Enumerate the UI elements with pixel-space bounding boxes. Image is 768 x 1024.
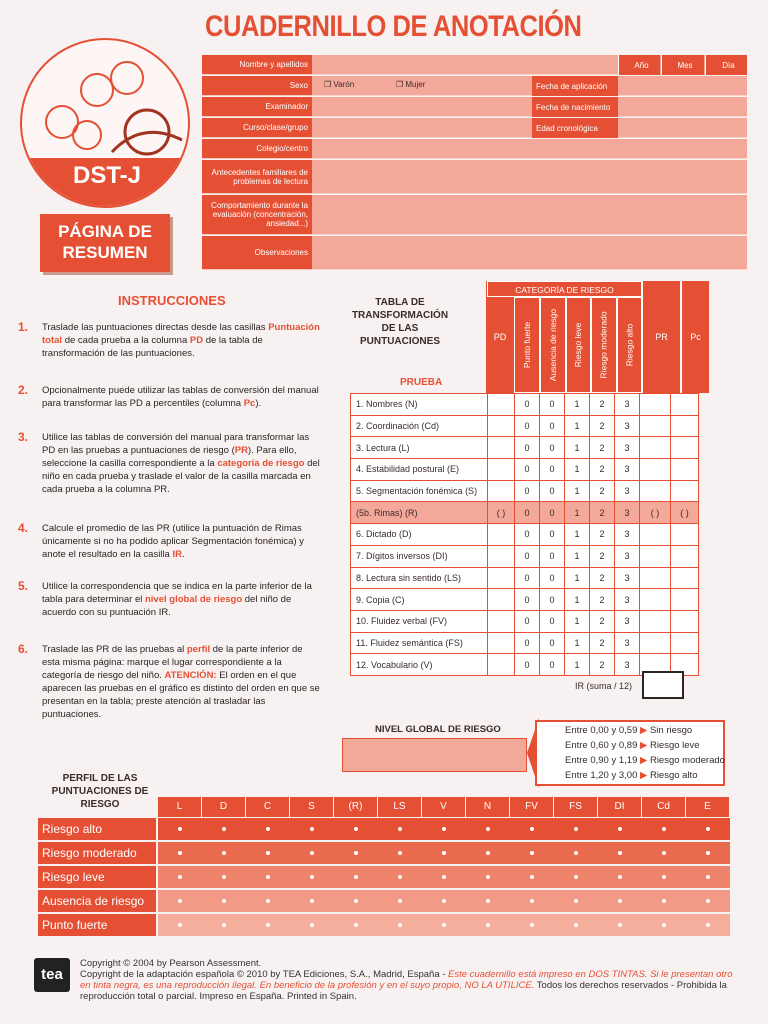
pc-cell[interactable] <box>671 459 699 481</box>
perfil-dot[interactable] <box>574 827 578 831</box>
perfil-dot[interactable] <box>222 899 226 903</box>
transformation-table <box>350 393 699 676</box>
pc-cell[interactable] <box>671 610 699 632</box>
table-row <box>351 459 699 481</box>
prueba-label: PRUEBA <box>400 377 443 388</box>
test-name: 5. Segmentación fonémica (S) <box>351 480 488 502</box>
perfil-dot[interactable] <box>266 899 270 903</box>
risk-cell[interactable]: 0 <box>540 415 565 437</box>
perfil-col-header: (R) <box>334 797 377 817</box>
perfil-dot[interactable] <box>354 875 358 879</box>
risk-cell[interactable]: 3 <box>615 545 640 567</box>
pd-cell[interactable] <box>488 480 515 502</box>
test-name: 2. Coordinación (Cd) <box>351 415 488 437</box>
risk-cell[interactable]: 2 <box>590 459 615 481</box>
risk-cell[interactable]: 0 <box>515 502 540 524</box>
perfil-col-header: L <box>158 797 201 817</box>
risk-cell[interactable]: 0 <box>540 437 565 459</box>
label-anio: Año <box>618 55 660 75</box>
test-name: 10. Fluidez verbal (FV) <box>351 610 488 632</box>
perfil-dot[interactable] <box>662 899 666 903</box>
pc-header: Pc <box>681 281 709 393</box>
perfil-dot[interactable] <box>486 851 490 855</box>
resumen-line2: RESUMEN <box>62 243 148 262</box>
input-curso[interactable] <box>312 118 532 138</box>
risk-cell[interactable]: 3 <box>615 632 640 654</box>
input-fecha-aplicacion[interactable] <box>618 76 747 96</box>
perfil-dot[interactable] <box>706 899 710 903</box>
perfil-col-header: FV <box>510 797 553 817</box>
table-row <box>351 502 699 524</box>
perfil-dot[interactable] <box>178 923 182 927</box>
risk-cell[interactable]: 2 <box>590 589 615 611</box>
nivel-input[interactable] <box>342 738 527 772</box>
risk-cell[interactable]: 0 <box>540 524 565 546</box>
risk-cell[interactable]: 1 <box>565 610 590 632</box>
perfil-label: PERFIL DE LAS PUNTUACIONES DE RIESGO <box>51 773 149 810</box>
perfil-dot[interactable] <box>398 851 402 855</box>
risk-cell[interactable]: 0 <box>540 610 565 632</box>
risk-cell[interactable]: 0 <box>515 459 540 481</box>
pc-cell[interactable] <box>671 632 699 654</box>
perfil-dot[interactable] <box>530 827 534 831</box>
perfil-col-header: C <box>246 797 289 817</box>
risk-cell[interactable]: 1 <box>565 459 590 481</box>
risk-cell[interactable]: 0 <box>515 654 540 676</box>
cat-header-leve: Riesgo leve <box>566 297 591 393</box>
input-antecedentes[interactable] <box>312 160 747 194</box>
perfil-dot[interactable] <box>486 899 490 903</box>
perfil-dot[interactable] <box>706 923 710 927</box>
risk-cell[interactable]: 0 <box>515 632 540 654</box>
risk-cell[interactable]: 1 <box>565 654 590 676</box>
checkbox-varon[interactable]: ❒ Varón <box>324 80 355 89</box>
resumen-badge <box>40 214 170 272</box>
footer <box>80 958 740 1002</box>
perfil-dot[interactable] <box>706 875 710 879</box>
risk-cell[interactable]: 3 <box>615 480 640 502</box>
risk-cell[interactable]: 3 <box>615 524 640 546</box>
perfil-dot[interactable] <box>310 827 314 831</box>
pc-cell[interactable] <box>671 589 699 611</box>
perfil-dot[interactable] <box>310 851 314 855</box>
checkbox-mujer[interactable]: ❒ Mujer <box>396 80 426 89</box>
perfil-dot[interactable] <box>354 827 358 831</box>
perfil-dot[interactable] <box>266 875 270 879</box>
risk-cell[interactable]: 3 <box>615 437 640 459</box>
instructions-title: INSTRUCCIONES <box>118 293 226 308</box>
perfil-dot[interactable] <box>354 923 358 927</box>
test-name: 4. Estabilidad postural (E) <box>351 459 488 481</box>
pr-cell[interactable] <box>640 394 671 416</box>
pr-cell[interactable] <box>640 545 671 567</box>
categoria-header: CATEGORÍA DE RIESGO <box>487 281 642 297</box>
perfil-dot[interactable] <box>266 851 270 855</box>
input-comportamiento[interactable] <box>312 195 747 235</box>
pd-cell[interactable] <box>488 524 515 546</box>
input-observaciones[interactable] <box>312 236 747 270</box>
risk-cell[interactable]: 2 <box>590 415 615 437</box>
perfil-dot[interactable] <box>618 923 622 927</box>
risk-cell[interactable]: 3 <box>615 394 640 416</box>
pr-cell[interactable] <box>640 459 671 481</box>
nivel-legend <box>535 720 725 786</box>
perfil-dot[interactable] <box>574 851 578 855</box>
perfil-dot[interactable] <box>178 899 182 903</box>
test-name: 1. Nombres (N) <box>351 394 488 416</box>
pd-cell[interactable] <box>488 459 515 481</box>
pd-cell[interactable] <box>488 589 515 611</box>
table-row <box>351 480 699 502</box>
pr-cell[interactable] <box>640 632 671 654</box>
label-comportamiento: Comportamiento durante la evaluación (concentración, ansiedad...) <box>202 195 312 235</box>
pc-cell[interactable] <box>671 415 699 437</box>
test-name: (5b. Rimas) (R) <box>351 502 488 524</box>
pr-cell[interactable] <box>640 610 671 632</box>
input-examinador[interactable] <box>312 97 532 117</box>
risk-cell[interactable]: 1 <box>565 524 590 546</box>
perfil-dot[interactable] <box>222 851 226 855</box>
pr-header: PR <box>642 281 680 393</box>
perfil-dot[interactable] <box>442 851 446 855</box>
label-fecha-nacimiento: Fecha de nacimiento <box>532 97 618 117</box>
risk-cell[interactable]: 0 <box>540 459 565 481</box>
risk-cell[interactable]: 0 <box>515 394 540 416</box>
perfil-dot[interactable] <box>222 875 226 879</box>
table-title: TABLA DE TRANSFORMACIÓN DE LAS PUNTUACIONES <box>351 297 449 347</box>
perfil-dot[interactable] <box>442 827 446 831</box>
input-nombre[interactable] <box>312 55 619 75</box>
perfil-dot[interactable] <box>618 851 622 855</box>
risk-cell[interactable]: 2 <box>590 567 615 589</box>
risk-cell[interactable]: 1 <box>565 437 590 459</box>
pc-cell[interactable] <box>671 480 699 502</box>
pd-cell[interactable] <box>488 394 515 416</box>
instruction-6: 6. Traslade las PR de las pruebas al perfil de la parte inferior de esta misma página: marque el lugar correspondiente a la categoría de riesgo del niño. ATENCIÓN: El orden en el que aparecen las pruebas en el gráfico es distinto del orden en que se presentan en la tabla; preste atención al trasladar las puntuaciones. <box>18 642 320 720</box>
perfil-dot[interactable] <box>662 875 666 879</box>
label-curso: Curso/clase/grupo <box>202 118 312 138</box>
pd-cell[interactable]: ( ) <box>488 502 515 524</box>
cat-header-punto-fuerte: Punto fuerte <box>514 297 540 393</box>
table-row <box>351 610 699 632</box>
perfil-dot[interactable] <box>486 875 490 879</box>
instruction-1: 1. Traslade las puntuaciones directas desde las casillas Puntuación total de cada prueba a la columna PD de la tabla de transformación de las puntuaciones. <box>18 320 320 359</box>
risk-cell[interactable]: 2 <box>590 610 615 632</box>
test-name: 8. Lectura sin sentido (LS) <box>351 567 488 589</box>
perfil-dot[interactable] <box>574 875 578 879</box>
perfil-dot[interactable] <box>662 851 666 855</box>
instruction-4: 4. Calcule el promedio de las PR (utilice la puntuación de Rimas únicamente si no ha podido aplicar Segmentación fonémica) y anote el resultado en la casilla IR. <box>18 521 304 560</box>
perfil-dot[interactable] <box>662 827 666 831</box>
perfil-dot[interactable] <box>530 851 534 855</box>
perfil-dot[interactable] <box>398 875 402 879</box>
instruction-2: 2. Opcionalmente puede utilizar las tablas de conversión del manual para transformar las PD a percentiles (columna Pc). <box>18 383 319 409</box>
risk-cell[interactable]: 1 <box>565 567 590 589</box>
risk-cell[interactable]: 2 <box>590 654 615 676</box>
perfil-dot[interactable] <box>442 923 446 927</box>
pr-cell[interactable] <box>640 567 671 589</box>
label-fecha-aplicacion: Fecha de aplicación <box>532 76 618 96</box>
risk-cell[interactable]: 3 <box>615 459 640 481</box>
perfil-dot[interactable] <box>662 923 666 927</box>
perfil-row-label: Riesgo moderado <box>38 842 156 864</box>
table-row <box>351 589 699 611</box>
perfil-dot[interactable] <box>310 923 314 927</box>
test-name: 11. Fluidez semántica (FS) <box>351 632 488 654</box>
nivel-row: Entre 0,00 y 0,59 ▶ Sin riesgo <box>565 725 693 736</box>
perfil-dot[interactable] <box>222 827 226 831</box>
table-row <box>351 415 699 437</box>
risk-cell[interactable]: 0 <box>540 480 565 502</box>
footer-line1: Copyright © 2004 by Pearson Assessment. <box>80 958 262 969</box>
table-row <box>351 545 699 567</box>
perfil-dot[interactable] <box>398 827 402 831</box>
perfil-dot[interactable] <box>178 827 182 831</box>
risk-cell[interactable]: 1 <box>565 545 590 567</box>
perfil-dot[interactable] <box>486 923 490 927</box>
logo-label: DST-J <box>72 162 141 189</box>
pd-cell[interactable] <box>488 437 515 459</box>
perfil-dot[interactable] <box>398 899 402 903</box>
label-dia: Día <box>705 55 747 75</box>
test-name: 7. Dígitos inversos (DI) <box>351 545 488 567</box>
perfil-row <box>158 866 730 888</box>
test-name: 12. Vocabulario (V) <box>351 654 488 676</box>
perfil-dot[interactable] <box>442 875 446 879</box>
test-name: 6. Dictado (D) <box>351 524 488 546</box>
perfil-dot[interactable] <box>442 899 446 903</box>
perfil-col-header: LS <box>378 797 421 817</box>
footer-line2: Copyright de la adaptación española © 2010 by TEA Ediciones, S.A., Madrid, España - Este cuadernillo está impreso en DOS TINTAS. Si le presentan otro en tinta negra, es una reproducción ilegal. En beneficio de la profesión y en el suyo propio, NO LA UTILICE. Todos los derechos reservados - Prohibida la reproducción total o parcial. Impreso en España. Printed in Spain. <box>80 969 733 1002</box>
label-colegio: Colegio/centro <box>202 139 312 159</box>
risk-cell[interactable]: 2 <box>590 632 615 654</box>
perfil-col-header: V <box>422 797 465 817</box>
risk-cell[interactable]: 2 <box>590 524 615 546</box>
risk-cell[interactable]: 0 <box>515 610 540 632</box>
perfil-dot[interactable] <box>706 827 710 831</box>
label-observaciones: Observaciones <box>202 236 312 270</box>
cat-header-alto: Riesgo alto <box>617 297 642 393</box>
test-name: 9. Copia (C) <box>351 589 488 611</box>
instruction-3: 3. Utilice las tablas de conversión del manual para transformar las PD en las pruebas a puntuaciones de riesgo (PR). Para ello, seleccione la casilla correspondiente a la categoría de riesgo del niño en cada prueba y traslade el valor de la casilla marcada en cada prueba a la columna PR. <box>18 430 320 495</box>
risk-cell[interactable]: 0 <box>540 545 565 567</box>
pr-cell[interactable] <box>640 589 671 611</box>
perfil-col-header: N <box>466 797 509 817</box>
table-row <box>351 632 699 654</box>
perfil-col-header: Cd <box>642 797 685 817</box>
perfil-row <box>158 890 730 912</box>
risk-cell[interactable]: 0 <box>515 437 540 459</box>
pr-cell[interactable] <box>640 524 671 546</box>
pd-cell[interactable] <box>488 545 515 567</box>
perfil-dot[interactable] <box>310 899 314 903</box>
pd-header: PD <box>486 281 514 393</box>
perfil-header <box>158 797 730 817</box>
perfil-row <box>158 914 730 936</box>
perfil-dot[interactable] <box>574 899 578 903</box>
pd-cell[interactable] <box>488 567 515 589</box>
table-row <box>351 394 699 416</box>
perfil-dot[interactable] <box>618 875 622 879</box>
perfil-row-label: Riesgo leve <box>38 866 156 888</box>
perfil-row <box>158 842 730 864</box>
ir-label: IR (suma / 12) <box>575 681 633 691</box>
pd-cell[interactable] <box>488 632 515 654</box>
perfil-dot[interactable] <box>398 923 402 927</box>
nivel-row: Entre 1,20 y 3,00 ▶ Riesgo alto <box>565 770 698 781</box>
risk-cell[interactable]: 0 <box>540 589 565 611</box>
table-row <box>351 524 699 546</box>
label-examinador: Examinador <box>202 97 312 117</box>
pd-cell[interactable] <box>488 610 515 632</box>
perfil-dot[interactable] <box>222 923 226 927</box>
perfil-dot[interactable] <box>530 899 534 903</box>
perfil-row-label: Ausencia de riesgo <box>38 890 156 912</box>
pc-cell[interactable]: ( ) <box>671 502 699 524</box>
cat-header-ausencia: Ausencia de riesgo <box>540 297 566 393</box>
perfil-dot[interactable] <box>310 875 314 879</box>
perfil-dot[interactable] <box>486 827 490 831</box>
perfil-dot[interactable] <box>574 923 578 927</box>
nivel-label: NIVEL GLOBAL DE RIESGO <box>375 724 501 735</box>
perfil-dot[interactable] <box>354 899 358 903</box>
risk-cell[interactable]: 3 <box>615 502 640 524</box>
perfil-row <box>158 818 730 840</box>
input-colegio[interactable] <box>312 139 747 159</box>
pr-cell[interactable] <box>640 480 671 502</box>
pc-cell[interactable] <box>671 437 699 459</box>
label-antecedentes: Antecedentes familiares de problemas de lectura <box>202 160 312 194</box>
risk-cell[interactable]: 3 <box>615 589 640 611</box>
pc-cell[interactable] <box>671 394 699 416</box>
perfil-dot[interactable] <box>178 851 182 855</box>
risk-cell[interactable]: 3 <box>615 610 640 632</box>
pc-cell[interactable] <box>671 524 699 546</box>
perfil-dot[interactable] <box>530 923 534 927</box>
nivel-row: Entre 0,90 y 1,19 ▶ Riesgo moderado <box>565 755 725 766</box>
risk-cell[interactable]: 2 <box>590 480 615 502</box>
risk-cell[interactable]: 3 <box>615 415 640 437</box>
pr-cell[interactable] <box>640 437 671 459</box>
test-name: 3. Lectura (L) <box>351 437 488 459</box>
risk-cell[interactable]: 0 <box>515 480 540 502</box>
pc-cell[interactable] <box>671 545 699 567</box>
perfil-col-header: E <box>686 797 729 817</box>
risk-cell[interactable]: 2 <box>590 394 615 416</box>
perfil-dot[interactable] <box>706 851 710 855</box>
perfil-dot[interactable] <box>178 875 182 879</box>
risk-cell[interactable]: 1 <box>565 502 590 524</box>
risk-cell[interactable]: 0 <box>540 394 565 416</box>
perfil-dot[interactable] <box>618 899 622 903</box>
risk-cell[interactable]: 0 <box>515 567 540 589</box>
perfil-dot[interactable] <box>530 875 534 879</box>
perfil-dot[interactable] <box>266 827 270 831</box>
perfil-row-label: Punto fuerte <box>38 914 156 936</box>
perfil-dot[interactable] <box>266 923 270 927</box>
ir-input[interactable] <box>642 671 684 699</box>
label-nombre: Nombre y apellidos <box>202 55 312 75</box>
risk-cell[interactable]: 0 <box>540 654 565 676</box>
instruction-5: 5. Utilice la correspondencia que se indica en la parte inferior de la tabla para determinar el nivel global de riesgo del niño de acuerdo con su puntuación IR. <box>18 579 312 618</box>
risk-cell[interactable]: 1 <box>565 480 590 502</box>
risk-cell[interactable]: 2 <box>590 502 615 524</box>
label-edad: Edad cronológica <box>532 118 618 138</box>
cat-header-moderado: Riesgo moderado <box>591 297 617 393</box>
risk-cell[interactable]: 0 <box>540 502 565 524</box>
page-title: CUADERNILLO DE ANOTACIÓN <box>205 10 582 43</box>
dst-j-logo <box>20 38 190 208</box>
label-sexo: Sexo <box>202 76 312 96</box>
perfil-col-header: FS <box>554 797 597 817</box>
label-mes: Mes <box>661 55 704 75</box>
sexo-field <box>312 76 532 96</box>
table-row <box>351 567 699 589</box>
perfil-col-header: DI <box>598 797 641 817</box>
perfil-col-header: D <box>202 797 245 817</box>
risk-cell[interactable]: 0 <box>540 632 565 654</box>
risk-cell[interactable]: 3 <box>615 567 640 589</box>
risk-cell[interactable]: 0 <box>540 567 565 589</box>
nivel-row: Entre 0,60 y 0,89 ▶ Riesgo leve <box>565 740 700 751</box>
risk-cell[interactable]: 1 <box>565 394 590 416</box>
risk-cell[interactable]: 2 <box>590 437 615 459</box>
risk-cell[interactable]: 0 <box>515 589 540 611</box>
pc-cell[interactable] <box>671 567 699 589</box>
risk-cell[interactable]: 2 <box>590 545 615 567</box>
tea-logo: tea <box>34 958 70 992</box>
perfil-row-label: Riesgo alto <box>38 818 156 840</box>
perfil-dot[interactable] <box>354 851 358 855</box>
risk-cell[interactable]: 3 <box>615 654 640 676</box>
input-edad[interactable] <box>618 118 747 138</box>
input-fecha-nacimiento[interactable] <box>618 97 747 117</box>
risk-cell[interactable]: 0 <box>515 524 540 546</box>
pr-cell[interactable]: ( ) <box>640 502 671 524</box>
risk-cell[interactable]: 1 <box>565 415 590 437</box>
pd-cell[interactable] <box>488 415 515 437</box>
pd-cell[interactable] <box>488 654 515 676</box>
table-row <box>351 437 699 459</box>
perfil-dot[interactable] <box>618 827 622 831</box>
resumen-line1: PÁGINA DE <box>58 222 152 241</box>
risk-cell[interactable]: 0 <box>515 415 540 437</box>
perfil-col-header: S <box>290 797 333 817</box>
risk-cell[interactable]: 1 <box>565 589 590 611</box>
pr-cell[interactable] <box>640 415 671 437</box>
risk-cell[interactable]: 1 <box>565 632 590 654</box>
risk-cell[interactable]: 0 <box>515 545 540 567</box>
